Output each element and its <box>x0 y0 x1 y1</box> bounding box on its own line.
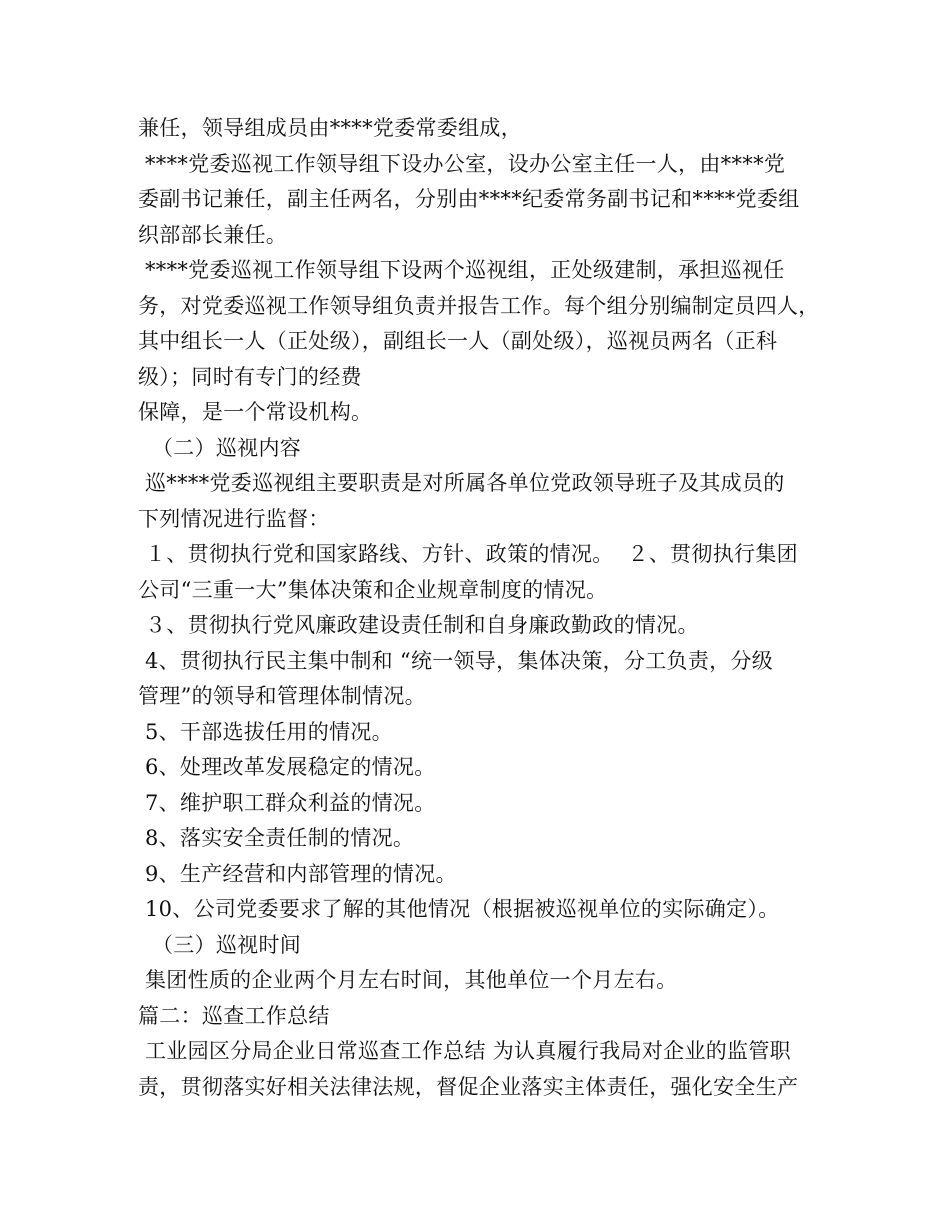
list-item: 7、维护职工群众利益的情况。 <box>138 790 436 815</box>
list-item: 5、干部选拔任用的情况。 <box>138 719 393 744</box>
text-line: 管理”的领导和管理体制情况。 <box>138 684 426 708</box>
document-body <box>138 111 818 1105</box>
list-item: 10、公司党委要求了解的其他情况（根据被巡视单位的实际确定）。 <box>138 897 780 921</box>
section-heading: （三）巡视时间 <box>138 932 302 957</box>
chapter-heading: 篇二：巡查工作总结 <box>138 1003 330 1028</box>
section-heading: （二）巡视内容 <box>138 435 302 460</box>
text-line: 委副书记兼任，副主任两名，分别由****纪委常务副书记和****党委组 <box>138 187 800 211</box>
text-line: 责，贯彻落实好相关法律法规，督促企业落实主体责任，强化安全生产 <box>138 1074 799 1099</box>
text-line: 其中组长一人（正处级），副组长一人（副处级），巡视员两名（正科 <box>138 329 778 353</box>
text-line: 级）；同时有专门的经费 <box>138 364 362 389</box>
text-line: 保障，是一个常设机构。 <box>138 400 373 424</box>
text-line: 集团性质的企业两个月左右时间，其他单位一个月左右。 <box>138 968 678 992</box>
text-line: ****党委巡视工作领导组下设两个巡视组，正处级建制，承担巡视任 <box>138 258 785 282</box>
text-line: 工业园区分局企业日常巡查工作总结 为认真履行我局对企业的监管职 <box>138 1039 791 1063</box>
list-item: 9、生产经营和内部管理的情况。 <box>138 861 457 886</box>
text-line: 织部部长兼任。 <box>138 222 288 247</box>
list-item: 6、处理改革发展稳定的情况。 <box>138 755 436 779</box>
text-line: ****党委巡视工作领导组下设办公室，设办公室主任一人，由****党 <box>138 151 786 176</box>
list-item: ３、贯彻执行党风廉政建设责任制和自身廉政勤政的情况。 <box>138 613 699 637</box>
text-line: 兼任，领导组成员由****党委常委组成， <box>138 116 522 140</box>
text-line: 公司“三重一大”集体决策和企业规章制度的情况。 <box>138 577 608 602</box>
text-line: 巡****党委巡视组主要职责是对所属各单位党政领导班子及其成员的 <box>138 471 785 495</box>
text-line: 务，对党委巡视工作领导组负责并报告工作。每个组分别编制定员四人， <box>138 293 820 318</box>
list-item: 4、贯彻执行民主集中制和 “统一领导，集体决策，分工负责，分级 <box>138 648 774 673</box>
text-line: 下列情况进行监督： <box>138 506 330 531</box>
list-item: 8、落实安全责任制的情况。 <box>138 826 415 850</box>
list-item: １、贯彻执行党和国家路线、方针、政策的情况。 ２、贯彻执行集团 <box>138 542 798 566</box>
